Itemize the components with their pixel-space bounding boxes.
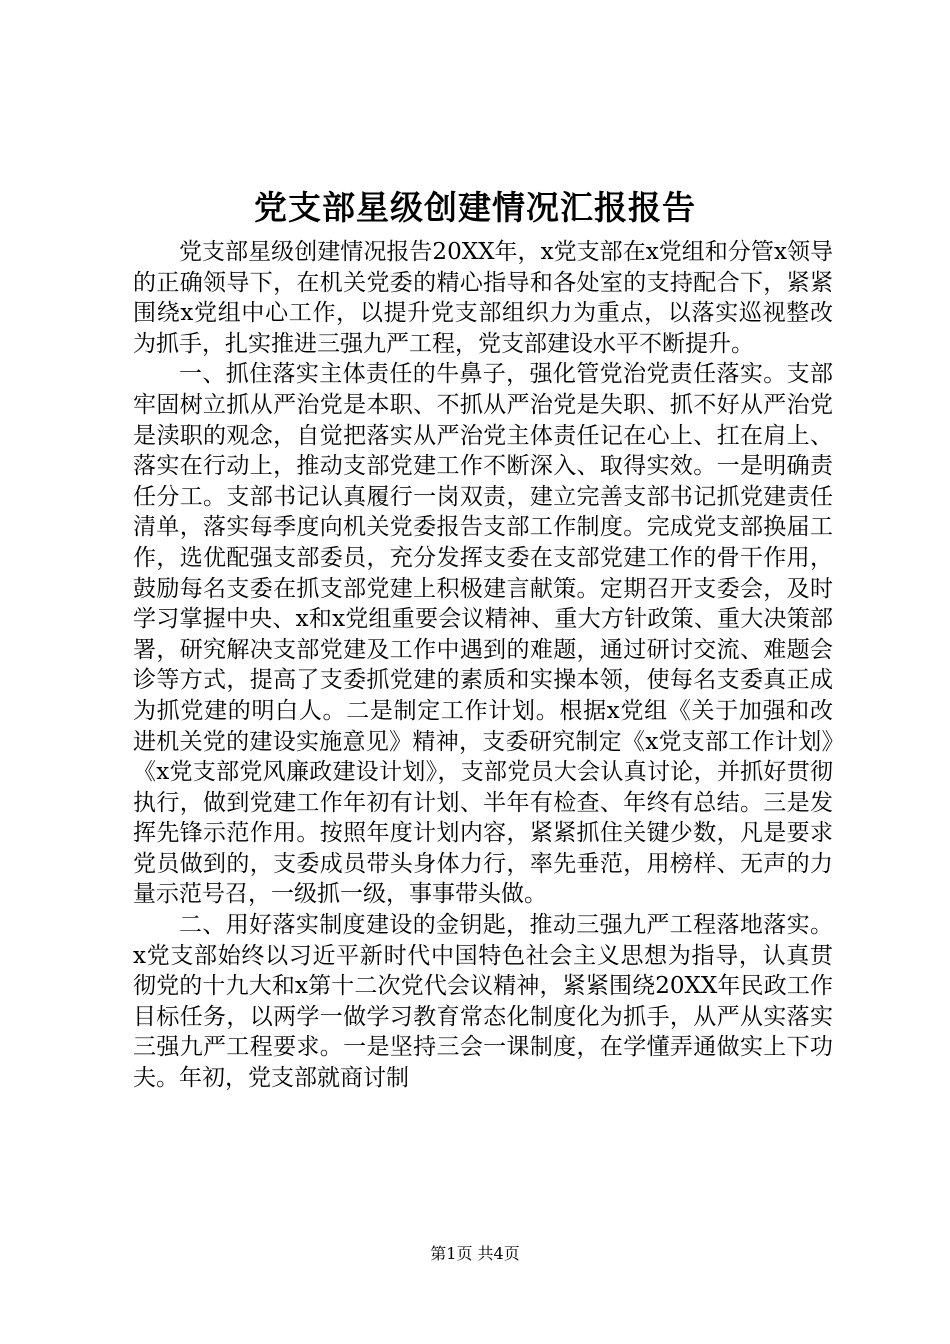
paragraph-section-2: 二、用好落实制度建设的金钥匙，推动三强九严工程落地落实。x党支部始终以习近平新时代中国特色社会主义思想为指导，认真贯彻党的十九大和x第十二次党代会议精神，紧紧围绕20XX年民政工作目标任务，以两学一做学习教育常态化制度化为抓手，从严从实落实三强九严工程要求。一是坚持三会一课制度，在学懂弄通做实上下功夫。年初，党支部就商讨制: [133, 912, 833, 1092]
paragraph-section-1: 一、抓住落实主体责任的牛鼻子，强化管党治党责任落实。支部牢固树立抓从严治党是本职、不抓从严治党是失职、抓不好从严治党是渎职的观念，自觉把落实从严治党主体责任记在心上、扛在肩上、落实在行动上，推动支部党建工作不断深入、取得实效。一是明确责任分工。支部书记认真履行一岗双责，建立完善支部书记抓党建责任清单，落实每季度向机关党委报告支部工作制度。完成党支部换届工作，选优配强支部委员，充分发挥支委在支部党建工作的骨干作用，鼓励每名支委在抓支部党建上积极建言献策。定期召开支委会，及时学习掌握中央、x和x党组重要会议精神、重大方针政策、重大决策部署，研究解决支部党建及工作中遇到的难题，通过研讨交流、难题会诊等方式，提高了支委抓党建的素质和实操本领，使每名支委真正成为抓党建的明白人。二是制定工作计划。根据x党组《关于加强和改进机关党的建设实施意见》精神，支委研究制定《x党支部工作计划》《x党支部党风廉政建设计划》，支部党员大会认真讨论，并抓好贯彻执行，做到党建工作年初有计划、半年有检查、年终有总结。三是发挥先锋示范作用。按照年度计划内容，紧紧抓住关键少数，凡是要求党员做到的，支委成员带头身体力行，率先垂范，用榜样、无声的力量示范号召，一级抓一级，事事带头做。: [133, 361, 833, 908]
paragraph-intro: 党支部星级创建情况报告20XX年，x党支部在x党组和分管x领导的正确领导下，在机关党委的精心指导和各处室的支持配合下，紧紧围绕x党组中心工作，以提升党支部组织力为重点，以落实巡视整改为抓手，扎实推进三强九严工程，党支部建设水平不断提升。: [133, 239, 833, 357]
page-footer: 第1页 共4页: [430, 1244, 520, 1263]
document-body: [133, 237, 833, 1094]
document-title: 党支部星级创建情况汇报报告: [254, 188, 696, 227]
